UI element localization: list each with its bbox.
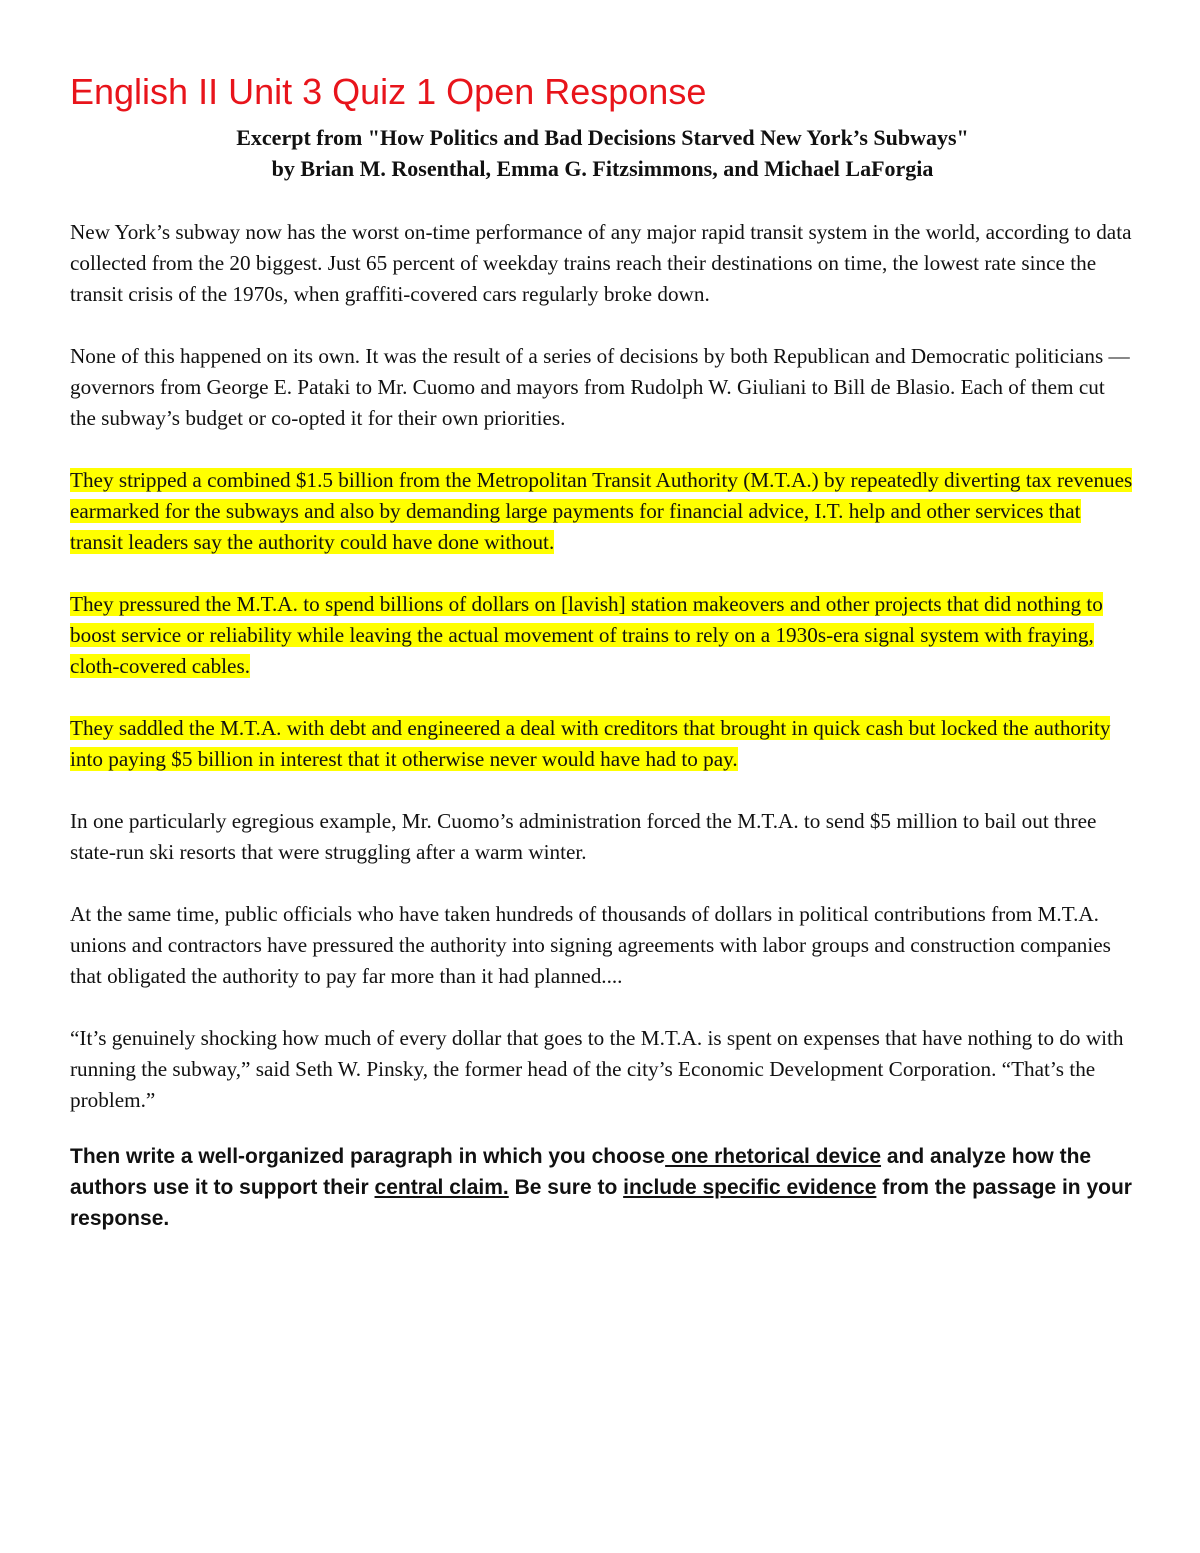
paragraph-5-highlighted xyxy=(70,713,1135,775)
prompt-text: Be sure to xyxy=(508,1176,624,1199)
highlighted-text: They stripped a combined $1.5 billion from the Metropolitan Transit Authority (M.T.A.) by repeatedly diverting tax revenues earmarked for the subways and also by demanding large payments for financial advice, I.T. help and other services that transit leaders say the authority could have done without. xyxy=(70,468,1133,554)
document-page xyxy=(70,70,1135,1234)
paragraph-1: New York’s subway now has the worst on-time performance of any major rapid transit system in the world, according to data collected from the 20 biggest. Just 65 percent of weekday trains reach their destinations on time, the lowest rate since the transit crisis of the 1970s, when graffiti-covered cars regularly broke down. xyxy=(70,220,1132,306)
prompt-text: Then write a well-organized paragraph in which you choose xyxy=(70,1145,666,1168)
highlighted-text: They pressured the M.T.A. to spend billions of dollars on [lavish] station makeovers and other projects that did nothing to boost service or reliability while leaving the actual movement of trains to rely on a 1930s-era signal system with fraying, cloth-covered cables. xyxy=(70,592,1103,678)
writing-prompt xyxy=(70,1141,1135,1234)
prompt-underlined-rhetorical-device: one rhetorical device xyxy=(665,1145,882,1168)
paragraph-4-highlighted xyxy=(70,589,1135,682)
excerpt-heading: Excerpt from "How Politics and Bad Decisions Starved New York’s Subways" xyxy=(236,125,969,150)
paragraph-3-highlighted xyxy=(70,465,1135,558)
prompt-text: and analyze how the authors use it to support their xyxy=(70,1145,1092,1199)
byline: by Brian M. Rosenthal, Emma G. Fitzsimmons, and Michael LaForgia xyxy=(271,156,934,181)
paragraph-6: In one particularly egregious example, Mr. Cuomo’s administration forced the M.T.A. to send $5 million to bail out three state-run ski resorts that were struggling after a warm winter. xyxy=(70,809,1097,864)
paragraph-8-quote: “It’s genuinely shocking how much of every dollar that goes to the M.T.A. is spent on expenses that have nothing to do with running the subway,” said Seth W. Pinsky, the former head of the city’s Economic Development Corporation. “That’s the problem.” xyxy=(70,1026,1124,1112)
highlighted-text: They saddled the M.T.A. with debt and engineered a deal with creditors that brought in quick cash but locked the authority into paying $5 billion in interest that it otherwise never would have had to pay. xyxy=(70,716,1111,771)
paragraph-7: At the same time, public officials who have taken hundreds of thousands of dollars in political contributions from M.T.A. unions and contractors have pressured the authority into signing agreements with labor groups and construction companies that obligated the authority to pay far more than it had planned.... xyxy=(70,902,1111,988)
page-title: English II Unit 3 Quiz 1 Open Response xyxy=(70,71,707,112)
paragraph-2: None of this happened on its own. It was the result of a series of decisions by both Republican and Democratic politicians — governors from George E. Pataki to Mr. Cuomo and mayors from Rudolph W. Giuliani to Bill de Blasio. Each of them cut the subway’s budget or co-opted it for their own priorities. xyxy=(70,344,1130,430)
prompt-underlined-evidence: include specific evidence xyxy=(623,1176,877,1199)
prompt-underlined-central-claim: central claim. xyxy=(374,1176,509,1199)
prompt-text: from the passage in your response. xyxy=(70,1176,1132,1230)
